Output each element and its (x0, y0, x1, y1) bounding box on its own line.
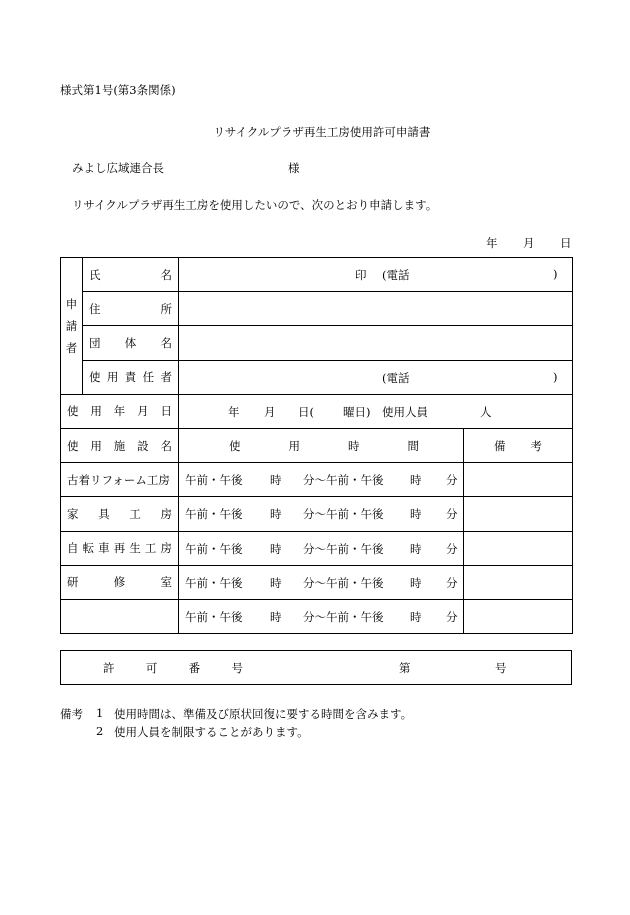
remarks-field[interactable] (464, 463, 573, 497)
remarks-field[interactable] (464, 497, 573, 531)
manager-phone-label: (電話 (382, 370, 410, 385)
facility-header-row (61, 428, 573, 462)
application-table (60, 257, 573, 634)
addressee-name: みよし広域連合長 (72, 161, 164, 175)
usage-date-row (61, 394, 573, 428)
facility-label-blank[interactable] (61, 599, 179, 633)
time-field[interactable]: 午前・午後 時 分〜午前・午後 時 分 (179, 463, 464, 497)
applicant-address-row (61, 292, 573, 326)
usage-date-label: 使 用 年 月 日 (61, 394, 179, 428)
form-number: 様式第1号(第3条関係) (60, 83, 176, 97)
permit-table (60, 650, 572, 685)
facility-label: 古着リフォーム工房 (61, 463, 179, 497)
note-text: 使用時間は、準備及び原状回復に要する時間を含みます。 (114, 707, 413, 721)
form-title: リサイクルプラザ再生工房使用許可申請書 (213, 125, 431, 139)
note-text: 使用人員を制限することがあります。 (114, 725, 309, 739)
facility-row (61, 599, 573, 633)
time-header: 使 用 時 間 (179, 428, 464, 462)
remarks-field[interactable] (464, 565, 573, 599)
address-label: 住 所 (83, 292, 179, 326)
manager-field[interactable] (179, 360, 573, 394)
name-label: 氏 名 (83, 258, 179, 292)
remarks-field[interactable] (464, 531, 573, 565)
people-unit: 人 (480, 404, 492, 419)
name-phone-close: ) (553, 267, 558, 281)
permit-suffix: 号 (495, 661, 507, 675)
facility-header-label: 使 用 施 設 名 (61, 428, 179, 462)
applicant-group-label: 申 請 者 (61, 258, 83, 395)
manager-label: 使 用 責 任 者 (83, 360, 179, 394)
time-field[interactable]: 午前・午後 時 分〜午前・午後 時 分 (179, 599, 464, 633)
permit-prefix: 第 (399, 661, 411, 675)
facility-label: 研 修 室 (61, 565, 179, 599)
facility-row (61, 531, 573, 565)
permit-row (61, 651, 572, 685)
remarks-field[interactable] (464, 599, 573, 633)
date-day: 日 (560, 236, 572, 250)
name-phone-label: (電話 (382, 268, 410, 282)
applicant-name-row (61, 258, 573, 292)
facility-row (61, 497, 573, 531)
remarks-header: 備 考 (464, 428, 573, 462)
facility-row (61, 463, 573, 497)
address-field[interactable] (179, 292, 573, 326)
time-field[interactable]: 午前・午後 時 分〜午前・午後 時 分 (179, 531, 464, 565)
note-number: 1 (96, 706, 104, 720)
date-year: 年 (486, 236, 498, 250)
people-label: 使用人員 (382, 404, 428, 419)
seal-mark: 印 (355, 268, 367, 282)
facility-row (61, 565, 573, 599)
date-month: 月 (523, 236, 535, 250)
usage-date-field[interactable]: 年 月 日( 曜日) 使用人員 人 (179, 394, 573, 428)
permit-number-field[interactable] (61, 651, 572, 685)
addressee-honorific: 様 (288, 161, 300, 175)
applicant-manager-row (61, 360, 573, 394)
facility-label: 自 転 車 再 生 工 房 (61, 531, 179, 565)
intro-text: リサイクルプラザ再生工房を使用したいので、次のとおり申請します。 (72, 198, 438, 212)
notes-label: 備考 (60, 707, 83, 721)
name-field[interactable] (179, 258, 573, 292)
permit-label: 許 可 番 号 (103, 661, 243, 675)
applicant-org-row (61, 326, 573, 360)
org-label: 団 体 名 (83, 326, 179, 360)
time-field[interactable]: 午前・午後 時 分〜午前・午後 時 分 (179, 565, 464, 599)
manager-phone-close: ) (553, 369, 558, 384)
note-number: 2 (96, 724, 104, 738)
facility-label: 家 具 工 房 (61, 497, 179, 531)
time-field[interactable]: 午前・午後 時 分〜午前・午後 時 分 (179, 497, 464, 531)
org-field[interactable] (179, 326, 573, 360)
